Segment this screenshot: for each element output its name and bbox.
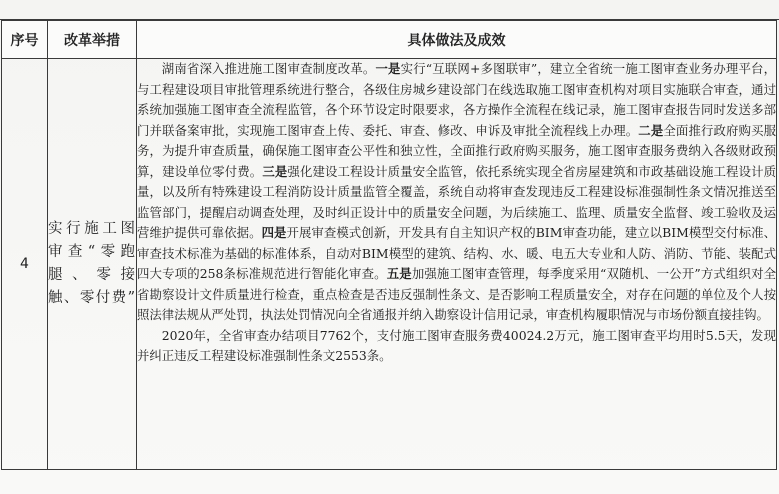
point-text-2: 全面推行政府购买服务，为提升审查质量，确保施工图审查公平性和独立性，全面推行政府购买服务，施工图审查服务费纳入各级财政预算，建设单位零付费。 [137,122,777,179]
point-text-4: 开展审查模式创新，开发具有自主知识产权的BIM审查功能，建立以BIM模型交付标准、审查技术标准为基础的标准体系，自动对BIM模型的建筑、结构、水、暖、电五大专业和人防、消防、节能、装配式四大专项的258条标准规范进行智能化审查。 [137,225,777,281]
reform-measure: 实行施工图审查“零跑腿、零接触、零付费” [48,59,137,470]
detail-cell [137,59,777,470]
detail-intro: 湖南省深入推进施工图审查制度改革。 [161,61,376,76]
point-text-1: 实行“互联网+多图联审”，建立全省统一施工图审查业务办理平台，与工程建设项目审批管理系统进行整合，各级住房城乡建设部门在线选取施工图审查机构对项目实施联合审查，通过系统加强施工图审查全流程监管，各个环节设定时限要求，各方操作全流程在线记录，施工图审查报告同时发送多部门并联备案审批，实现施工图审查上传、委托、审查、修改、申诉及审批全流程线上办理。 [137,61,776,138]
point-marker-4: 四是 [261,225,287,240]
header-detail: 具体做法及成效 [137,21,777,59]
row-number: 4 [2,59,48,470]
reform-table [1,20,777,470]
point-text-3: 强化建设工程设计质量安全监管，依托系统实现全省房屋建筑和市政基础设施工程设计质量，以及所有特殊建设工程消防设计质量监管全覆盖，系统自动将审查发现违反工程建设标准强制性条文情况推送至监管部门，提醒启动调查处理，及时纠正设计中的质量安全问题，为后续施工、监理、质量安全监督、竣工验收及运营维护提供可靠依据。 [137,163,777,240]
point-marker-3: 三是 [262,163,288,179]
point-marker-5: 五是 [386,266,412,281]
header-no: 序号 [2,21,48,59]
table-row [2,59,777,470]
point-text-5: 加强施工图审查管理，每季度采用“双随机、一公开”方式组织对全省勘察设计文件质量进行检查，重点检查是否违反强制性条文、是否影响工程质量安全，对存在问题的单位及个人按照法律法规从严处罚，执法处罚情况向全省通报并纳入勘察设计信用记录，审查机构履职情况与市场份额直接挂钩。 [137,266,777,322]
detail-paragraph-1 [137,59,776,326]
header-row [2,21,777,59]
header-reform: 改革举措 [48,21,137,59]
point-marker-2: 二是 [638,122,664,138]
point-marker-1: 一是 [375,61,401,76]
detail-paragraph-2: 2020年，全省审查办结项目7762个，支付施工图审查服务费40024.2万元，施工图审查平均用时5.5天，发现并纠正违反工程建设标准强制性条文2553条。 [137,327,776,363]
